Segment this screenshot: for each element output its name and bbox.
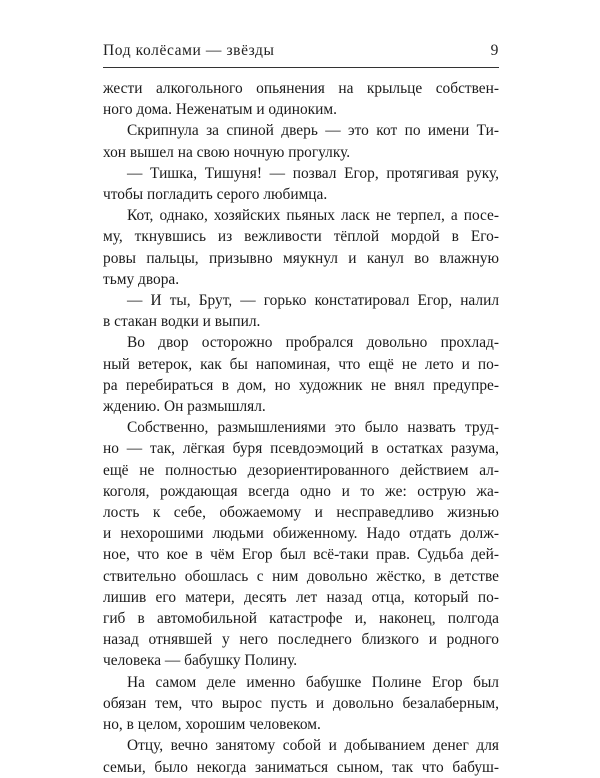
text-line: жести алкогольного опьянения на крыльце собствен-	[103, 80, 499, 97]
text-line: лость к себе, обожаемому и несправедливо жизнью	[103, 504, 499, 522]
text-line: Собственно, размышлениями это было назвать труд-	[127, 419, 499, 437]
text-line: ного дома. Неженатым и одиноким.	[103, 101, 337, 119]
text-line: и нехорошими людьми обиженному. Надо отдать долж-	[103, 525, 499, 543]
text-line: но, в целом, хорошим человеком.	[103, 716, 321, 734]
text-line: Скрипнула за спиной дверь — это кот по имени Ти-	[127, 122, 499, 140]
text-line: тьму двора.	[103, 270, 180, 288]
text-line: хон вышел на свою ночную прогулку.	[103, 143, 351, 161]
running-title: Под колёсами — звёзды	[103, 42, 275, 59]
text-line: — Тишка, Тишуня! — позвал Егор, протягивая руку,	[127, 164, 499, 182]
text-line: коголя, рождающая всегда одно и то же: острую жа-	[103, 482, 499, 500]
text-line: На самом деле именно бабушке Полине Егор был	[127, 673, 499, 691]
text-line: Кот, однако, хозяйских пьяных ласк не терпел, а посе-	[127, 207, 499, 225]
body-text	[103, 78, 499, 778]
text-line: но — так, лёгкая буря псевдоэмоций в остатках разума,	[103, 440, 499, 458]
text-line: человека — бабушку Полину.	[103, 652, 298, 670]
text-line: ровы пальцы, призывно мяукнул и канул во влажную	[103, 249, 499, 267]
text-line: ещё не полностью дезориентированного действием ал-	[103, 461, 499, 479]
text-line: Отцу, вечно занятому собой и добыванием денег для	[127, 737, 499, 755]
text-line: му, ткнувшись из вежливости тёплой мордой в Его-	[103, 228, 499, 246]
text-line: семьи, было некогда заниматься сыном, так что бабуш-	[103, 758, 499, 776]
text-line: ра перебираться в дом, но художник не внял предупре-	[103, 376, 499, 394]
text-line: ное, что кое в чём Егор был всё-таки прав. Судьба дей-	[103, 546, 499, 564]
text-line: в стакан водки и выпил.	[103, 313, 261, 331]
text-line: ный ветерок, как бы напоминая, что ещё не лето и по-	[103, 355, 499, 373]
text-line: ствительно обошлась с ним довольно жёстко, в детстве	[103, 567, 499, 585]
text-line: — И ты, Брут, — горько констатировал Егор, налил	[127, 292, 499, 310]
running-header	[103, 42, 499, 66]
header-rule	[103, 67, 499, 68]
text-line: чтобы погладить серого любимца.	[103, 186, 328, 204]
text-line: Во двор осторожно пробрался довольно прохлад-	[127, 334, 499, 352]
text-line: ждению. Он размышлял.	[103, 398, 266, 416]
text-line: лишив его матери, десять лет назад отца, который по-	[103, 588, 499, 606]
text-line: обязан тем, что вырос пусть и довольно безалаберным,	[103, 694, 499, 712]
text-line: гиб в автомобильной катастрофе и, наконец, полгода	[103, 610, 499, 628]
page-number: 9	[490, 42, 499, 59]
text-line: назад отнявшей у него последнего близкого и родного	[103, 631, 499, 649]
